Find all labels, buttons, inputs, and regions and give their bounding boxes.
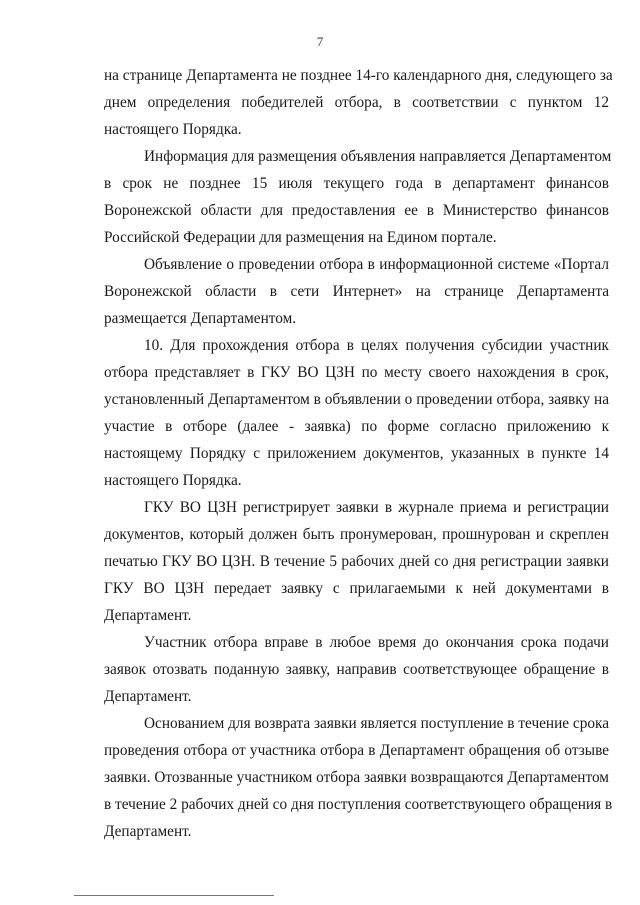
text-line: Информация для размещения объявления направляется Департаментом [144, 148, 612, 165]
text-line: ГКУ ВО ЦЗН передает заявку с прилагаемыми к ней документами в [104, 580, 609, 597]
text-line: Департамент. [104, 607, 192, 624]
text-line: настоящему Порядку с приложением документов, указанных в пункте 14 [104, 445, 609, 462]
text-line: отбора представляет в ГКУ ВО ЦЗН по месту своего нахождения в срок, [104, 364, 609, 381]
text-line: ГКУ ВО ЦЗН регистрирует заявки в журнале приема и регистрации [144, 499, 609, 516]
paragraph-portal-announcement [104, 251, 609, 332]
text-line: Воронежской области в сети Интернет» на странице Департамента [104, 283, 609, 300]
text-line: печатью ГКУ ВО ЦЗН. В течение 5 рабочих дней со дня регистрации заявки [104, 553, 609, 570]
paragraph-return-grounds [104, 710, 613, 845]
text-line: Департамент. [104, 688, 192, 705]
text-line: 10. Для прохождения отбора в целях получения субсидии участник [144, 337, 609, 354]
text-line: заявок отозвать поданную заявку, направив соответствующее обращение в [104, 661, 609, 678]
text-line: Российской Федерации для размещения на Едином портале. [104, 229, 497, 246]
paragraph-item-10 [104, 332, 609, 494]
document-body [104, 62, 613, 845]
paragraph-continuation [104, 62, 613, 143]
text-line: Объявление о проведении отбора в информационной системе «Портал [144, 256, 609, 273]
text-line: заявки. Отозванные участником отбора заявки возвращаются Департаментом [104, 769, 609, 786]
text-line: в срок не позднее 15 июля текущего года в департамент финансов [104, 175, 609, 192]
text-line: на странице Департамента не позднее 14-го календарного дня, следующего за [104, 67, 613, 84]
text-line: Воронежской области для предоставления ее в Министерство финансов [104, 202, 609, 219]
paragraph-withdrawal [104, 629, 609, 710]
text-line: проведения отбора от участника отбора в Департамент обращения об отзыве [104, 742, 609, 759]
text-line: установленный Департаментом в объявлении о проведении отбора, заявку на [104, 391, 609, 408]
text-line: Участник отбора вправе в любое время до окончания срока подачи [144, 634, 609, 651]
page-number: 7 [316, 34, 324, 49]
text-line: Департамент. [104, 823, 192, 840]
text-line: днем определения победителей отбора, в соответствии с пунктом 12 [104, 94, 609, 111]
text-line: участие в отборе (далее - заявка) по форме согласно приложению к [104, 418, 609, 435]
paragraph-announcement-info [104, 143, 612, 251]
text-line: Основанием для возврата заявки является поступление в течение срока [144, 715, 609, 732]
text-line: настоящего Порядка. [104, 121, 242, 138]
text-line: размещается Департаментом. [104, 310, 297, 327]
text-line: в течение 2 рабочих дней со дня поступления соответствующего обращения в [104, 796, 613, 813]
text-line: настоящего Порядка. [104, 472, 242, 489]
text-line: документов, который должен быть пронумерован, прошнурован и скреплен [104, 526, 609, 543]
footer-rule [74, 895, 274, 896]
paragraph-registration [104, 494, 609, 629]
